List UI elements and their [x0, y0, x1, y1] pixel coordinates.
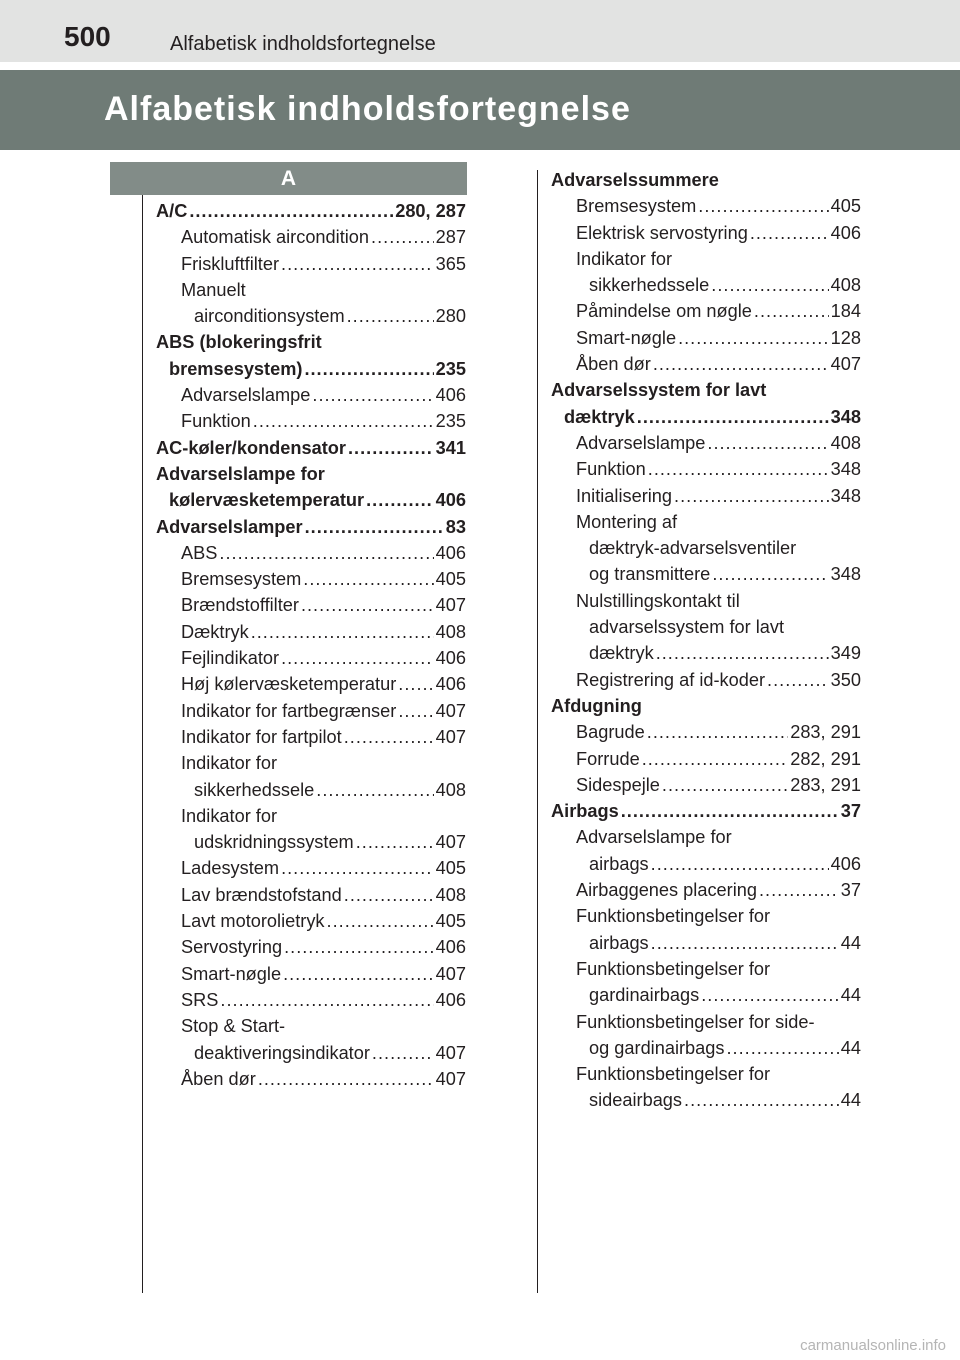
index-entry [156, 803, 466, 856]
page-reference: 283, 291 [790, 722, 861, 743]
page-reference: 407 [435, 700, 466, 721]
entry-text: sikkerhedssele [194, 779, 315, 800]
entry-text: Advarselslampe for [156, 463, 325, 484]
index-entry [551, 798, 861, 824]
page-reference: 348 [830, 459, 861, 480]
entry-text: Indikator for [181, 753, 278, 774]
entry-text: Påmindelse om nøgle [576, 301, 752, 322]
index-entry [551, 693, 861, 719]
page-reference: 348 [830, 406, 861, 427]
page-reference: 365 [435, 253, 466, 274]
dot-leader [767, 667, 829, 693]
index-entry [156, 592, 466, 618]
page-reference: 44 [840, 1090, 861, 1111]
entry-text: Lavt motorolietryk [181, 911, 325, 932]
dot-leader [344, 724, 434, 750]
index-entry [551, 1061, 861, 1114]
index-entry [551, 903, 861, 956]
page-reference: 405 [435, 911, 466, 932]
index-entry [551, 667, 861, 693]
dot-leader [648, 456, 829, 482]
left-index-column [156, 198, 466, 1092]
entry-text: Elektrisk servostyring [576, 222, 748, 243]
index-entry [156, 855, 466, 881]
page-reference: 407 [830, 354, 861, 375]
dot-leader [281, 855, 434, 881]
index-entry [156, 908, 466, 934]
index-entry [551, 193, 861, 219]
dot-leader [344, 882, 434, 908]
index-entry [156, 750, 466, 803]
page-reference: 405 [435, 858, 466, 879]
page-reference: 408 [435, 779, 466, 800]
section-letter: A [110, 162, 467, 195]
entry-text: Stop & Start- [181, 1016, 286, 1037]
entry-text: Bremsesystem [576, 196, 697, 217]
dot-leader [651, 930, 839, 956]
entry-text: Initialisering [576, 485, 673, 506]
entry-text: Registrering af id-koder [576, 669, 766, 690]
entry-text: Manuelt [181, 279, 246, 300]
entry-text: og gardinairbags [589, 1037, 725, 1058]
index-entry [156, 698, 466, 724]
index-entry [156, 408, 466, 434]
entry-text: Fejlindikator [181, 648, 280, 669]
index-entry [156, 645, 466, 671]
entry-text: Åben dør [576, 354, 651, 375]
index-entry [551, 430, 861, 456]
entry-text: SRS [181, 989, 219, 1010]
index-entry [551, 298, 861, 324]
dot-leader [711, 272, 828, 298]
index-entry [551, 483, 861, 509]
right-column-rule [537, 170, 538, 1293]
index-entry [156, 277, 466, 330]
entry-text: A/C [156, 201, 188, 221]
entry-text: Indikator for fartpilot [181, 726, 342, 747]
dot-leader [656, 640, 829, 666]
page-title: Alfabetisk indholdsfortegnelse [104, 90, 631, 128]
index-entry [156, 1066, 466, 1092]
page-reference: 280 [435, 306, 466, 327]
page-reference: 406 [435, 542, 466, 563]
page-reference: 287 [435, 227, 466, 248]
entry-text: gardinairbags [589, 985, 700, 1006]
entry-text: ABS (blokeringsfrit [156, 332, 322, 353]
entry-text: Advarselssystem for lavt [551, 380, 767, 401]
entry-text: Airbaggenes placering [576, 880, 757, 901]
entry-text: udskridningssystem [194, 832, 354, 853]
dot-leader [754, 298, 829, 324]
index-entry [156, 461, 466, 514]
entry-text: og transmittere [589, 564, 711, 585]
page-reference: 406 [435, 648, 466, 669]
dot-leader [189, 198, 393, 224]
index-entry [551, 772, 861, 798]
dot-leader [372, 1040, 434, 1066]
page-reference: 407 [435, 1068, 466, 1089]
index-entry [156, 619, 466, 645]
index-entry [551, 220, 861, 246]
page-reference: 406 [435, 937, 466, 958]
page-reference: 44 [840, 932, 861, 953]
entry-text: Funktion [181, 411, 251, 432]
dot-leader [651, 851, 829, 877]
page-reference: 406 [830, 222, 861, 243]
entry-text: dæktryk [589, 643, 654, 664]
entry-text: Advarselslampe [181, 385, 311, 406]
dot-leader [727, 1035, 839, 1061]
page-reference: 128 [830, 327, 861, 348]
dot-leader [301, 592, 434, 618]
entry-text: Brændstoffilter [181, 595, 299, 616]
entry-text: Funktionsbetingelser for [576, 906, 771, 927]
page-reference: 283, 291 [790, 774, 861, 795]
dot-leader [281, 645, 434, 671]
page-reference: 235 [435, 411, 466, 432]
entry-text: Afdugning [551, 695, 642, 716]
dot-leader [750, 220, 829, 246]
dot-leader [303, 566, 433, 592]
page-reference: 407 [435, 832, 466, 853]
dot-leader [219, 540, 433, 566]
dot-leader [348, 435, 434, 461]
dot-leader [701, 982, 839, 1008]
entry-text: Nulstillingskontakt til [576, 590, 740, 611]
index-entry [156, 540, 466, 566]
page-reference: 184 [830, 301, 861, 322]
index-entry [156, 671, 466, 697]
page-reference: 408 [830, 432, 861, 453]
entry-text: Funktionsbetingelser for [576, 958, 771, 979]
index-entry [156, 724, 466, 750]
entry-text: ABS [181, 542, 218, 563]
entry-text: Indikator for [576, 248, 673, 269]
page-reference: 407 [435, 1042, 466, 1063]
index-entry [156, 224, 466, 250]
page-reference: 280, 287 [395, 201, 466, 221]
page-reference: 235 [435, 358, 466, 379]
page-reference: 406 [435, 490, 466, 511]
index-entry [156, 329, 466, 382]
page-reference: 407 [435, 726, 466, 747]
index-entry [551, 877, 861, 903]
page-reference: 83 [445, 516, 466, 537]
dot-leader [647, 719, 788, 745]
entry-text: Advarselslampe for [576, 827, 732, 848]
dot-leader [707, 430, 828, 456]
entry-text: advarselssystem for lavt [589, 617, 785, 638]
page-reference: 44 [840, 1037, 861, 1058]
dot-leader [347, 303, 434, 329]
dot-leader [281, 251, 434, 277]
entry-text: sikkerhedssele [589, 275, 710, 296]
dot-leader [371, 224, 434, 250]
entry-text: Smart-nøgle [181, 963, 282, 984]
page-reference: 37 [840, 801, 861, 822]
index-entry [156, 987, 466, 1013]
index-entry [551, 325, 861, 351]
entry-text: Ladesystem [181, 858, 280, 879]
dot-leader [621, 798, 839, 824]
entry-text: Servostyring [181, 937, 283, 958]
index-entry [551, 509, 861, 588]
page-reference: 408 [435, 621, 466, 642]
dot-leader [712, 561, 828, 587]
dot-leader [283, 961, 434, 987]
entry-text: Indikator for fartbegrænser [181, 700, 397, 721]
dot-leader [642, 746, 789, 772]
dot-leader [258, 1066, 434, 1092]
page-reference: 348 [830, 564, 861, 585]
entry-text: Funktion [576, 459, 646, 480]
page-reference: 406 [435, 385, 466, 406]
index-entry [156, 1013, 466, 1066]
index-entry [551, 746, 861, 772]
index-entry [156, 566, 466, 592]
entry-text: airconditionsystem [194, 306, 345, 327]
entry-text: Automatisk aircondition [181, 227, 370, 248]
dot-leader [674, 483, 829, 509]
entry-text: Funktionsbetingelser for [576, 1064, 771, 1085]
entry-text: deaktiveringsindikator [194, 1042, 370, 1063]
dot-leader [653, 351, 829, 377]
dot-leader [327, 908, 434, 934]
page-reference: 407 [435, 963, 466, 984]
entry-text: Airbags [551, 801, 619, 822]
page-reference: 341 [435, 437, 466, 458]
entry-text: dæktryk-advarselsventiler [589, 538, 797, 559]
entry-text: Advarselssummere [551, 170, 719, 190]
entry-text: Sidespejle [576, 774, 660, 795]
index-entry [551, 1009, 861, 1062]
entry-text: Advarselslamper [156, 516, 303, 537]
index-entry [156, 435, 466, 461]
dot-leader [678, 325, 829, 351]
index-entry [551, 456, 861, 482]
index-entry [551, 167, 861, 193]
dot-leader [684, 1087, 839, 1113]
dot-leader [398, 671, 433, 697]
index-entry [551, 377, 861, 430]
entry-text: Forrude [576, 748, 640, 769]
page-reference: 406 [435, 674, 466, 695]
dot-leader [251, 619, 434, 645]
dot-leader [220, 987, 433, 1013]
index-entry [156, 514, 466, 540]
dot-leader [312, 382, 433, 408]
entry-text: Smart-nøgle [576, 327, 677, 348]
entry-text: Friskluftfilter [181, 253, 280, 274]
watermark: carmanualsonline.info [800, 1337, 946, 1354]
right-index-column [551, 167, 861, 1114]
entry-text: Høj kølervæsketemperatur [181, 674, 397, 695]
dot-leader [253, 408, 434, 434]
entry-text: sideairbags [589, 1090, 683, 1111]
entry-text: Advarselslampe [576, 432, 706, 453]
page-reference: 405 [435, 569, 466, 590]
left-column-rule [142, 195, 143, 1293]
entry-text: Indikator for [181, 805, 278, 826]
entry-text: dæktryk [564, 406, 635, 427]
page-reference: 37 [840, 880, 861, 901]
index-entry [551, 246, 861, 299]
entry-text: Lav brændstofstand [181, 884, 342, 905]
dot-leader [356, 829, 434, 855]
page-number: 500 [64, 21, 111, 52]
dot-leader [698, 193, 828, 219]
page-reference: 349 [830, 643, 861, 664]
entry-text: Åben dør [181, 1068, 256, 1089]
dot-leader [304, 356, 433, 382]
page-reference: 44 [840, 985, 861, 1006]
index-entry [156, 961, 466, 987]
index-entry [156, 251, 466, 277]
dot-leader [759, 877, 839, 903]
index-entry [551, 351, 861, 377]
dot-leader [284, 934, 434, 960]
index-entry [551, 588, 861, 667]
entry-text: Bagrude [576, 722, 645, 743]
header-bar [0, 0, 960, 62]
entry-text: AC-køler/kondensator [156, 437, 346, 458]
entry-text: Dæktryk [181, 621, 249, 642]
dot-leader [662, 772, 788, 798]
page-reference: 406 [830, 853, 861, 874]
entry-text: bremsesystem) [169, 358, 303, 379]
entry-text: airbags [589, 932, 649, 953]
index-entry [156, 882, 466, 908]
page-reference: 408 [830, 275, 861, 296]
entry-text: Montering af [576, 511, 678, 532]
dot-leader [305, 514, 444, 540]
page-reference: 408 [435, 884, 466, 905]
dot-leader [637, 404, 829, 430]
index-entry [156, 934, 466, 960]
page-reference: 406 [435, 989, 466, 1010]
dot-leader [366, 487, 434, 513]
index-entry [551, 719, 861, 745]
index-entry [551, 956, 861, 1009]
page-reference: 407 [435, 595, 466, 616]
dot-leader [398, 698, 433, 724]
entry-text: Funktionsbetingelser for side- [576, 1011, 815, 1032]
running-title: Alfabetisk indholdsfortegnelse [170, 33, 436, 55]
index-entry [156, 382, 466, 408]
page-reference: 282, 291 [790, 748, 861, 769]
entry-text: kølervæsketemperatur [169, 490, 365, 511]
index-entry [551, 824, 861, 877]
index-entry [156, 198, 466, 224]
page-reference: 350 [830, 669, 861, 690]
dot-leader [316, 777, 433, 803]
entry-text: Bremsesystem [181, 569, 302, 590]
entry-text: airbags [589, 853, 649, 874]
page-reference: 348 [830, 485, 861, 506]
page-reference: 405 [830, 196, 861, 217]
